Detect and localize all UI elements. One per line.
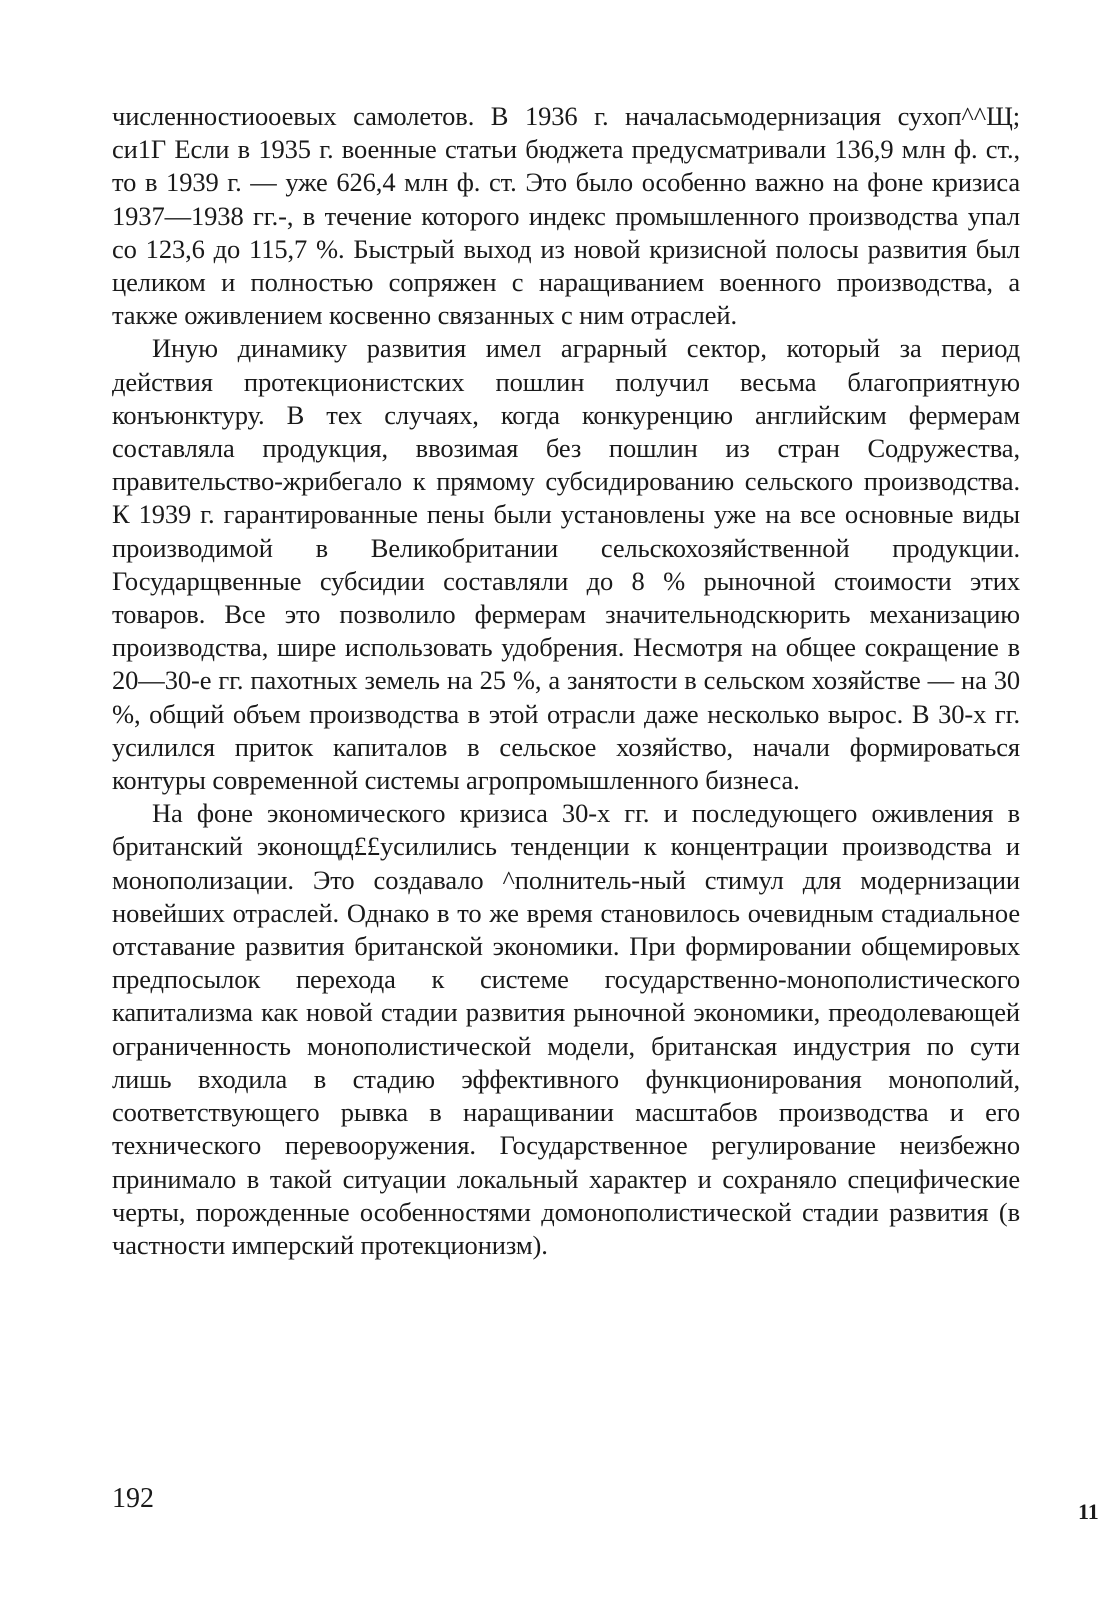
paragraph-3: На фоне экономического кризиса 30-х гг. и последующего оживления в британский эконощд££усилились тенденции к концентрации производства и монополизации. Это создавало ^полнитель-ный стимул для модернизации новейших отраслей. Однако в то же время становилось очевидным стадиальное отставание развития британской экономики. При формировании общемировых предпосылок перехода к системе государственно-монополистического капитализма как новой стадии развития рыночной экономики, преодолевающей ограниченность монополистической модели, британская индустрия по сути лишь входила в стадию эффективного функционирования монополий, соответствующего рывка в наращивании масштабов производства и его технического перевооружения. Государственное регулирование неизбежно принимало в такой ситуации локальный характер и сохраняло специфические черты, порожденные особенностями домонополистической стадии развития (в частности имперский протекционизм). [112,798,1020,1260]
edge-page-mark: 11 [1078,1499,1099,1524]
paragraph-1: численностиооевых самолетов. В 1936 г. началасьмодернизация сухоп^^Щ; си1Г Если в 1935 г. военные статьи бюджета предусматривали 136,9 млн ф. ст., то в 1939 г. — уже 626,4 млн ф. ст. Это было особенно важно на фоне кризиса 1937—1938 гг.-, в течение которого индекс промышленного производства упал со 123,6 до 115,7 %. Быстрый выход из новой кризисной полосы развития был целиком и полностью сопряжен с наращиванием военного производства, а также оживлением косвенно связанных с ним отраслей. [112,101,1020,331]
page-number: 192 [112,1483,154,1514]
paragraph-2: Иную динамику развития имел аграрный сектор, который за период действия протекционистских пошлин получил весьма благоприятную конъюнктуру. В тех случаях, когда конкуренцию английским фермерам составляла продукция, ввозимая без пошлин из стран Содружества, правительство-жрибегало к прямому субсидированию сельского производства. К 1939 г. гарантированные пены были установлены уже на все основные виды производимой в Великобритании сельскохозяйственной продукции. Государщвенные субсидии составляли до 8 % рыночной стоимости этих товаров. Все это позволило фермерам значительнодскюрить механизацию производства, шире использовать удобрения. Несмотря на общее сокращение в 20—30-е гг. пахотных земель на 25 %, а занятости в сельском хозяйстве — на 30 %, общий объем производства в этой отрасли даже несколько вырос. В 30-х гг. усилился приток капиталов в сельское хозяйство, начали формироваться контуры современной системы агропромышленного бизнеса. [112,333,1020,796]
page-body [112,100,1020,1262]
